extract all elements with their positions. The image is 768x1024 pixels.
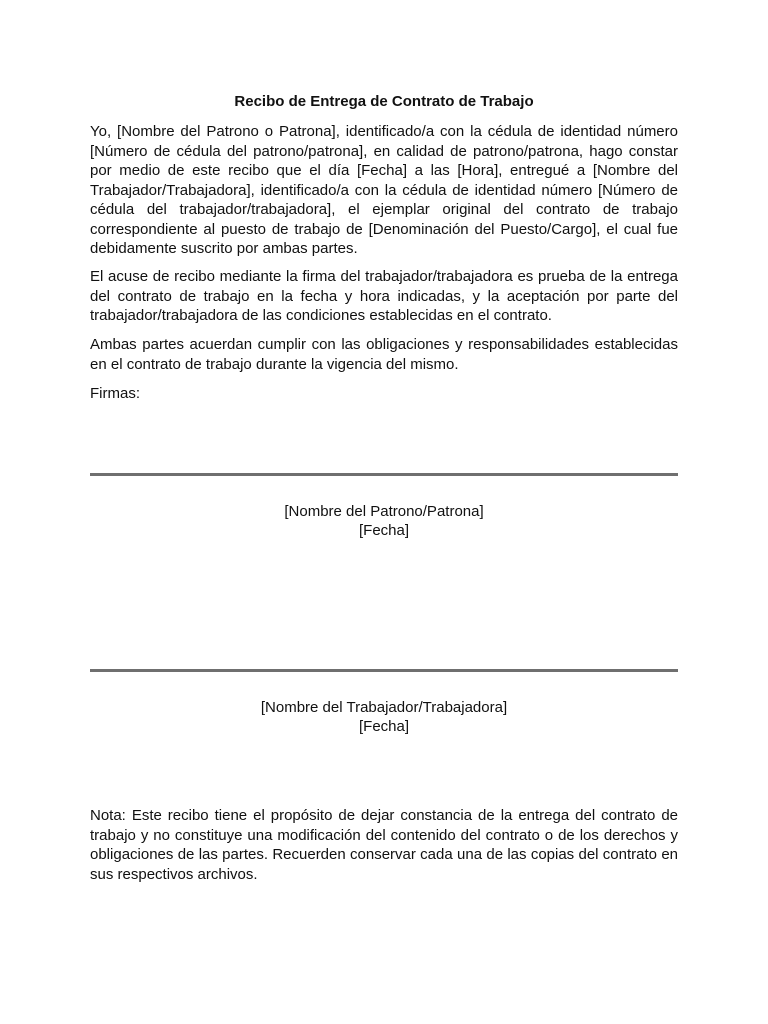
employer-name: [Nombre del Patrono/Patrona] [284,503,484,520]
signatures-label: Firmas: [90,385,140,402]
employer-signature-line [90,473,678,476]
document-title: Recibo de Entrega de Contrato de Trabajo [234,93,534,110]
employer-date: [Fecha] [358,522,410,539]
paragraph-obligations: Ambas partes acuerdan cumplir con las obligaciones y responsabilidades establecidas en el contrato de trabajo durante la vigencia del mismo. [90,336,678,373]
note-paragraph: Nota: Este recibo tiene el propósito de dejar constancia de la entrega del contrato de trabajo y no constituye una modificación del contenido del contrato o de los derechos y obligaciones de las partes. Recuerden conservar cada una de las copias del contrato en sus respectivos archivos. [90,807,678,883]
paragraph-acknowledgment: El acuse de recibo mediante la firma del trabajador/trabajadora es prueba de la entrega del contrato de trabajo en la fecha y hora indicadas, y la aceptación por parte del trabajador/trabajadora de las condiciones establecidas en el contrato. [90,268,678,324]
paragraph-declaration: Yo, [Nombre del Patrono o Patrona], identificado/a con la cédula de identidad número [Número de cédula del patrono/patrona], en calidad de patrono/patrona, hago constar por medio de este recibo que el día [Fecha] a las [Hora], entregué a [Nombre del Trabajador/Trabajadora], identificado/a con la cédula de identidad número [Número de cédula del trabajador/trabajadora], el ejemplar original del contrato de trabajo correspondiente al puesto de trabajo de [Denominación del Puesto/Cargo], el cual fue debidamente suscrito por ambas partes. [90,123,678,257]
worker-signature-block [90,698,678,736]
worker-signature-line [90,669,678,672]
worker-date: [Fecha] [358,718,410,735]
worker-name: [Nombre del Trabajador/Trabajadora] [260,699,508,716]
employer-signature-block [90,502,678,540]
